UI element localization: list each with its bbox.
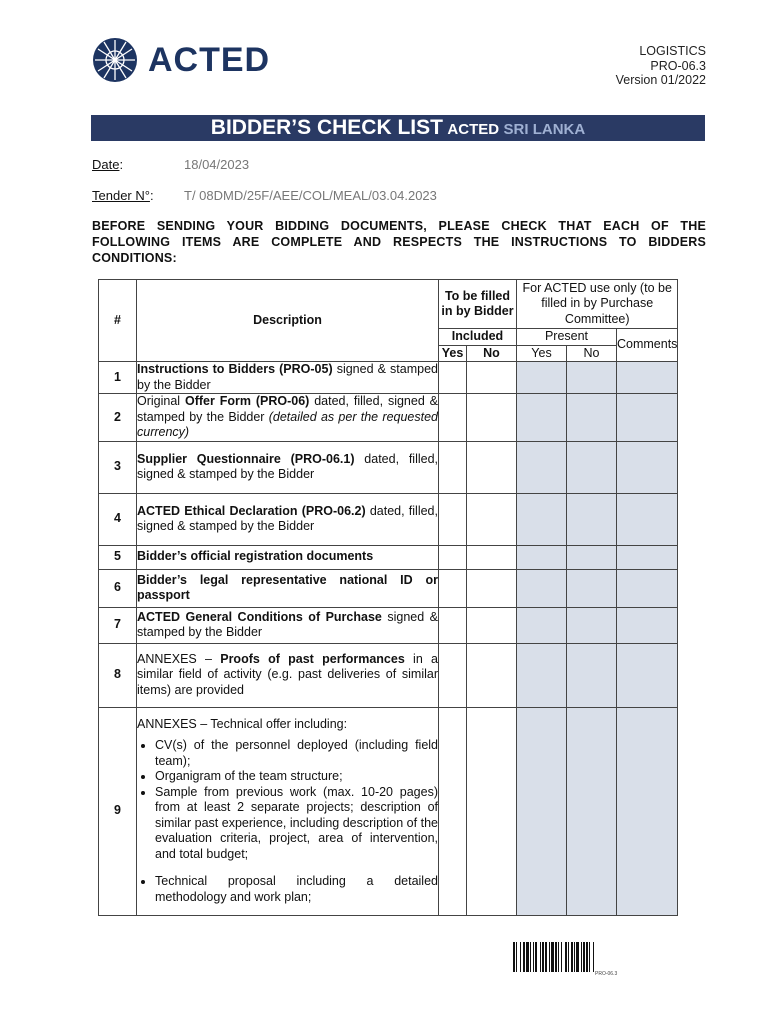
version-label: Version 01/2022 bbox=[615, 73, 706, 87]
table-row bbox=[99, 707, 678, 915]
comments-cell bbox=[617, 441, 678, 493]
tender-field: Tender N°: T/ 08DMD/25F/AEE/COL/MEAL/03.04.2023 bbox=[92, 188, 437, 203]
logo-wordmark: ACTED bbox=[148, 41, 271, 79]
row-description: ANNEXES – Proofs of past performances in a similar field of activity (e.g. past deliveries of similar items) are provided bbox=[137, 643, 439, 707]
included-yes-cell[interactable] bbox=[439, 545, 467, 569]
title-org: ACTED bbox=[447, 121, 500, 138]
present-no-cell bbox=[567, 362, 617, 394]
row-number: 5 bbox=[99, 545, 137, 569]
date-field: Date: 18/04/2023 bbox=[92, 157, 250, 172]
title-country: SRI LANKA bbox=[503, 121, 586, 138]
table-row bbox=[99, 569, 678, 607]
date-value: 18/04/2023 bbox=[184, 157, 250, 172]
table-row bbox=[99, 545, 678, 569]
comments-cell bbox=[617, 362, 678, 394]
included-no-cell[interactable] bbox=[467, 441, 517, 493]
page-title: BIDDER’S CHECK LIST bbox=[210, 116, 443, 139]
present-yes-cell bbox=[517, 643, 567, 707]
table-row bbox=[99, 362, 678, 394]
included-no-cell[interactable] bbox=[467, 607, 517, 643]
present-yes-cell bbox=[517, 545, 567, 569]
included-yes-cell[interactable] bbox=[439, 569, 467, 607]
included-no-cell[interactable] bbox=[467, 394, 517, 442]
page-title-bar bbox=[91, 115, 705, 141]
row-number: 8 bbox=[99, 643, 137, 707]
present-no-cell bbox=[567, 569, 617, 607]
included-no-cell[interactable] bbox=[467, 707, 517, 915]
present-yes-cell bbox=[517, 607, 567, 643]
comments-cell bbox=[617, 643, 678, 707]
row-number: 1 bbox=[99, 362, 137, 394]
globe-logo-icon bbox=[92, 37, 138, 83]
present-no-cell bbox=[567, 394, 617, 442]
procedure-code: PRO-06.3 bbox=[650, 58, 706, 73]
row-description: Original Offer Form (PRO-06) dated, filled, signed & stamped by the Bidder (detailed as per the requested currency) bbox=[137, 394, 439, 439]
checklist-table bbox=[98, 279, 678, 916]
included-yes-cell[interactable] bbox=[439, 607, 467, 643]
col-header-number: # bbox=[99, 280, 137, 362]
col-header-acted: For ACTED use only (to be filled in by Purchase Committee) bbox=[517, 280, 678, 329]
row-description: ACTED General Conditions of Purchase signed & stamped by the Bidder bbox=[137, 607, 439, 643]
document-reference bbox=[616, 44, 706, 88]
table-row bbox=[99, 643, 678, 707]
included-yes-cell[interactable] bbox=[439, 394, 467, 442]
present-yes-cell bbox=[517, 493, 567, 545]
row-number: 4 bbox=[99, 493, 137, 545]
comments-cell bbox=[617, 569, 678, 607]
included-no-cell[interactable] bbox=[467, 643, 517, 707]
comments-cell bbox=[617, 493, 678, 545]
present-yes-cell bbox=[517, 394, 567, 442]
comments-cell bbox=[617, 545, 678, 569]
col-header-comments: Comments bbox=[617, 329, 678, 362]
included-yes-cell[interactable] bbox=[439, 441, 467, 493]
row-description: ACTED Ethical Declaration (PRO-06.2) dated, filled, signed & stamped by the Bidder bbox=[137, 493, 439, 545]
table-row bbox=[99, 493, 678, 545]
list-item: • CV(s) of the personnel deployed (including field team); bbox=[155, 738, 438, 769]
present-yes-cell bbox=[517, 707, 567, 915]
department-label: LOGISTICS bbox=[639, 44, 706, 58]
row-description: Instructions to Bidders (PRO-05) signed & stamped by the Bidder bbox=[137, 362, 438, 392]
comments-cell bbox=[617, 707, 678, 915]
present-yes-cell bbox=[517, 441, 567, 493]
included-yes-cell[interactable] bbox=[439, 643, 467, 707]
included-no-cell[interactable] bbox=[467, 362, 517, 394]
row-number: 2 bbox=[99, 394, 137, 442]
barcode-caption: PRO-06.3 bbox=[595, 971, 618, 977]
col-header-bidder: To be filled in by Bidder bbox=[439, 280, 517, 329]
row-number: 6 bbox=[99, 569, 137, 607]
list-item: • Technical proposal including a detailed methodology and work plan; bbox=[155, 874, 438, 905]
technical-offer-list bbox=[137, 738, 438, 905]
comments-cell bbox=[617, 394, 678, 442]
row-number: 9 bbox=[99, 707, 137, 915]
included-yes-cell[interactable] bbox=[439, 707, 467, 915]
included-no-cell[interactable] bbox=[467, 569, 517, 607]
instructions-text: BEFORE SENDING YOUR BIDDING DOCUMENTS, PLEASE CHECK THAT EACH OF THE FOLLOWING ITEMS ARE COMPLETE AND RESPECTS THE INSTRUCTIONS TO BIDDERS CONDITIONS: bbox=[92, 219, 706, 265]
row-number: 3 bbox=[99, 441, 137, 493]
date-label: Date bbox=[92, 157, 120, 172]
row-description: Bidder’s official registration documents bbox=[137, 545, 439, 569]
included-no-cell[interactable] bbox=[467, 545, 517, 569]
present-no-cell bbox=[567, 441, 617, 493]
col-header-included: Included bbox=[439, 329, 517, 346]
col-header-present: Present bbox=[517, 329, 617, 346]
acted-logo bbox=[92, 37, 292, 83]
present-no-cell bbox=[567, 707, 617, 915]
included-yes-cell[interactable] bbox=[439, 362, 467, 394]
table-row bbox=[99, 394, 678, 442]
tender-label: Tender N° bbox=[92, 188, 150, 203]
included-yes-cell[interactable] bbox=[439, 493, 467, 545]
row-number: 7 bbox=[99, 607, 137, 643]
list-item: • Sample from previous work (max. 10-20 pages) from at least 2 separate projects; description of similar past experience, including description of the evaluation criteria, project, area of intervention, and total budget; bbox=[155, 785, 438, 863]
row-description: Supplier Questionnaire (PRO-06.1) dated, filled, signed & stamped by the Bidder bbox=[137, 441, 439, 493]
col-header-present-yes: Yes bbox=[517, 345, 567, 362]
present-yes-cell bbox=[517, 569, 567, 607]
barcode-icon bbox=[513, 942, 670, 972]
present-no-cell bbox=[567, 643, 617, 707]
row-description: Bidder’s legal representative national ID or passport bbox=[137, 569, 439, 607]
present-no-cell bbox=[567, 493, 617, 545]
present-no-cell bbox=[567, 545, 617, 569]
present-no-cell bbox=[567, 607, 617, 643]
col-header-description: Description bbox=[137, 280, 439, 362]
included-no-cell[interactable] bbox=[467, 493, 517, 545]
col-header-present-no: No bbox=[567, 345, 617, 362]
present-yes-cell bbox=[517, 362, 567, 394]
table-row bbox=[99, 607, 678, 643]
table-row bbox=[99, 441, 678, 493]
comments-cell bbox=[617, 607, 678, 643]
tender-value: T/ 08DMD/25F/AEE/COL/MEAL/03.04.2023 bbox=[184, 188, 437, 203]
list-item: • Organigram of the team structure; bbox=[155, 769, 438, 785]
row-description: ANNEXES – Technical offer including: • CV(s) of the personnel deployed (including field team); • Organigram of the team structure; • Sample from previous work (max. 10-20 pages) from at least 2 separate projects; description of similar past experience, including description of the evaluation criteria, project, area of intervention, and total budget; • Technical proposal including a detailed methodology and work plan; bbox=[137, 707, 439, 915]
col-header-included-no: No bbox=[467, 345, 517, 362]
col-header-included-yes: Yes bbox=[439, 345, 467, 362]
